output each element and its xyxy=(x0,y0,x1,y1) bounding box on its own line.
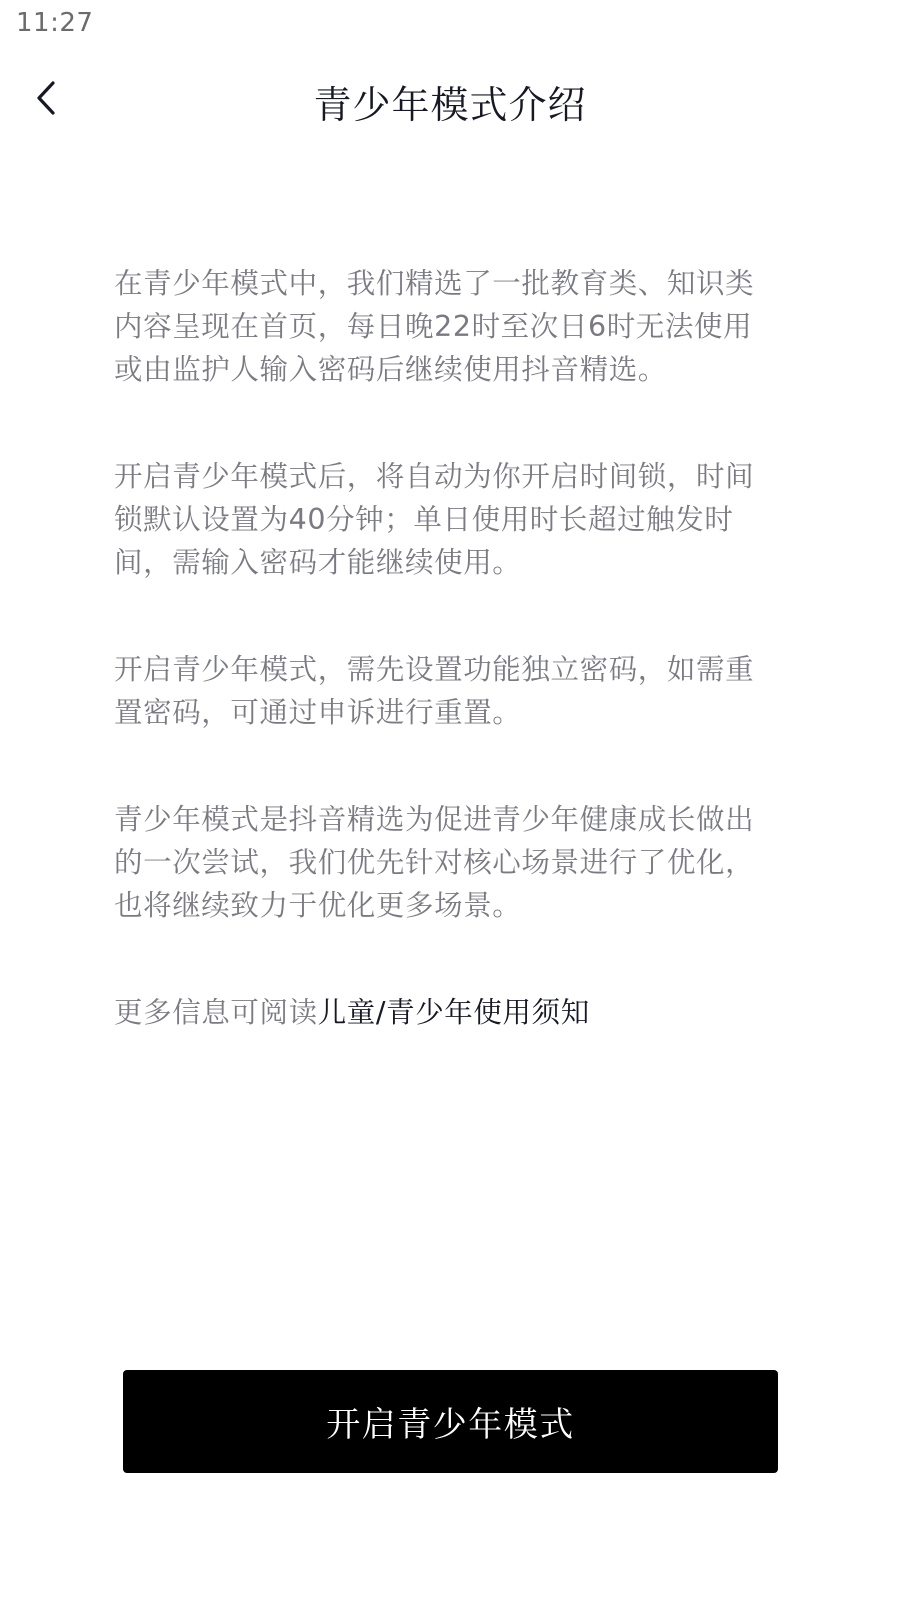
intro-paragraph-content-schedule: 在青少年模式中，我们精选了一批教育类、知识类内容呈现在首页，每日晚22时至次日6时无法使用或由监护人输入密码后继续使用抖音精选。 xyxy=(114,267,755,386)
intro-paragraph-purpose: 青少年模式是抖音精选为促进青少年健康成长做出的一次尝试，我们优先针对核心场景进行了优化，也将继续致力于优化更多场景。 xyxy=(114,803,755,922)
status-bar-time: 11:27 xyxy=(16,8,94,38)
intro-content xyxy=(114,262,764,1034)
intro-paragraph-password: 开启青少年模式，需先设置功能独立密码，如需重置密码，可通过申诉进行重置。 xyxy=(114,653,755,729)
more-info-line xyxy=(114,991,764,1034)
page-title: 青少年模式介绍 xyxy=(313,83,587,127)
more-info-prefix: 更多信息可阅读 xyxy=(114,996,318,1029)
navigation-bar xyxy=(0,60,900,140)
enable-teen-mode-button[interactable]: 开启青少年模式 xyxy=(123,1370,778,1473)
intro-paragraph-time-lock: 开启青少年模式后，将自动为你开启时间锁，时间锁默认设置为40分钟；单日使用时长超过触发时间，需输入密码才能继续使用。 xyxy=(114,460,755,579)
usage-notice-link[interactable]: 儿童/青少年使用须知 xyxy=(317,996,590,1029)
